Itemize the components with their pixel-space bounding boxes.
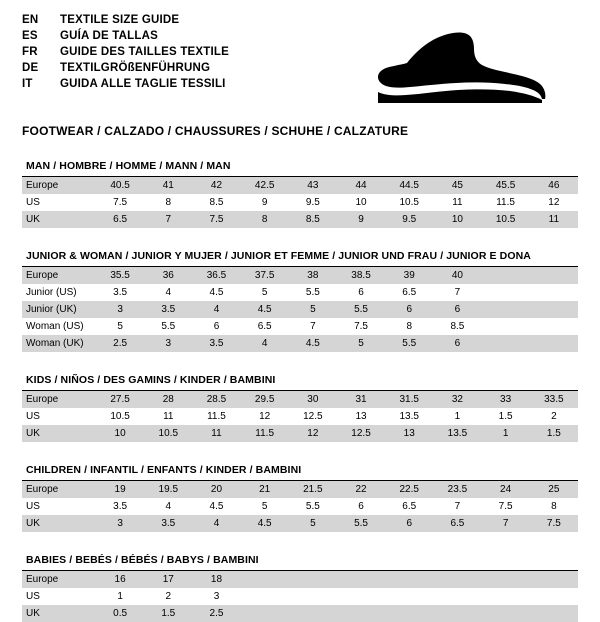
language-title: TEXTILE SIZE GUIDE (60, 14, 180, 26)
cell (337, 588, 385, 605)
cell: 4 (192, 515, 240, 532)
cell: 1 (96, 588, 144, 605)
cell: 40.5 (96, 177, 144, 194)
size-table-junior-woman (22, 267, 578, 352)
section-title: KIDS / NIÑOS / DES GAMINS / KINDER / BAMBINI (22, 374, 578, 391)
cell: 29.5 (241, 391, 289, 408)
table-row (22, 515, 578, 532)
cell: 3.5 (144, 301, 192, 318)
cell (433, 571, 481, 588)
cell (289, 588, 337, 605)
cell: 3.5 (192, 335, 240, 352)
row-label: US (22, 408, 96, 425)
dress-shoe-icon (360, 30, 550, 108)
cell: 5.5 (289, 498, 337, 515)
table-row (22, 391, 578, 408)
cell: 6 (337, 284, 385, 301)
table-row (22, 335, 578, 352)
cell: 10 (96, 425, 144, 442)
cell: 7 (482, 515, 530, 532)
cell: 46 (530, 177, 578, 194)
table-row (22, 425, 578, 442)
cell: 10 (337, 194, 385, 211)
cell (241, 605, 289, 622)
table-row (22, 498, 578, 515)
cell (482, 301, 530, 318)
cell: 25 (530, 481, 578, 498)
size-table-children (22, 481, 578, 532)
cell: 0.5 (96, 605, 144, 622)
language-code: IT (22, 78, 33, 90)
document-header (22, 14, 578, 118)
cell: 11.5 (241, 425, 289, 442)
cell: 8.5 (192, 194, 240, 211)
cell: 16 (96, 571, 144, 588)
cell: 18 (192, 571, 240, 588)
cell: 11.5 (482, 194, 530, 211)
cell: 2.5 (96, 335, 144, 352)
cell: 13 (337, 408, 385, 425)
cell: 7.5 (192, 211, 240, 228)
table-row (22, 301, 578, 318)
cell (385, 571, 433, 588)
cell: 5 (241, 498, 289, 515)
table-row (22, 571, 578, 588)
cell: 23.5 (433, 481, 481, 498)
cell: 11 (144, 408, 192, 425)
cell: 6 (433, 335, 481, 352)
row-label: UK (22, 211, 96, 228)
cell: 32 (433, 391, 481, 408)
cell: 3 (192, 588, 240, 605)
cell: 3 (96, 515, 144, 532)
section-title: MAN / HOMBRE / HOMME / MANN / MAN (22, 160, 578, 177)
cell: 6 (192, 318, 240, 335)
cell: 33 (482, 391, 530, 408)
cell: 43 (289, 177, 337, 194)
cell: 7.5 (337, 318, 385, 335)
cell: 3 (96, 301, 144, 318)
cell: 7 (433, 498, 481, 515)
cell: 7 (144, 211, 192, 228)
cell (337, 605, 385, 622)
cell: 5 (96, 318, 144, 335)
row-label: Europe (22, 267, 96, 284)
cell (433, 588, 481, 605)
table-row (22, 605, 578, 622)
cell (482, 318, 530, 335)
cell: 9 (337, 211, 385, 228)
cell: 5 (289, 515, 337, 532)
size-table-kids (22, 391, 578, 442)
cell (337, 571, 385, 588)
cell: 1 (433, 408, 481, 425)
cell: 4.5 (241, 301, 289, 318)
footwear-category-title: FOOTWEAR / CALZADO / CHAUSSURES / SCHUHE / CALZATURE (22, 124, 409, 138)
table-row (22, 267, 578, 284)
cell: 12.5 (289, 408, 337, 425)
row-label: Europe (22, 391, 96, 408)
cell: 28.5 (192, 391, 240, 408)
size-table-babies (22, 571, 578, 622)
cell (482, 588, 530, 605)
cell: 22.5 (385, 481, 433, 498)
cell (530, 335, 578, 352)
cell: 40 (433, 267, 481, 284)
cell (530, 605, 578, 622)
cell: 22 (337, 481, 385, 498)
cell: 21.5 (289, 481, 337, 498)
cell: 27.5 (96, 391, 144, 408)
cell: 42 (192, 177, 240, 194)
cell (482, 284, 530, 301)
cell: 38.5 (337, 267, 385, 284)
cell (482, 605, 530, 622)
cell: 4 (144, 498, 192, 515)
row-label: US (22, 498, 96, 515)
language-title: TEXTILGRÖßENFÜHRUNG (60, 62, 211, 74)
cell: 38 (289, 267, 337, 284)
language-title-list (22, 14, 229, 94)
cell: 4 (144, 284, 192, 301)
language-code: ES (22, 30, 38, 42)
language-row (22, 62, 229, 78)
cell: 24 (482, 481, 530, 498)
cell: 3.5 (96, 284, 144, 301)
cell: 9.5 (289, 194, 337, 211)
cell: 8 (144, 194, 192, 211)
cell: 10.5 (385, 194, 433, 211)
cell: 1.5 (144, 605, 192, 622)
cell: 8.5 (289, 211, 337, 228)
cell: 45.5 (482, 177, 530, 194)
cell: 13.5 (433, 425, 481, 442)
cell: 10 (433, 211, 481, 228)
row-label: US (22, 194, 96, 211)
cell: 11.5 (192, 408, 240, 425)
cell: 3.5 (144, 515, 192, 532)
cell: 1.5 (530, 425, 578, 442)
row-label: UK (22, 425, 96, 442)
table-row (22, 481, 578, 498)
section-children (22, 464, 578, 532)
cell: 21 (241, 481, 289, 498)
cell: 5.5 (337, 515, 385, 532)
cell: 35.5 (96, 267, 144, 284)
row-label: US (22, 588, 96, 605)
section-man (22, 160, 578, 228)
cell: 4.5 (192, 498, 240, 515)
cell: 7.5 (96, 194, 144, 211)
table-row (22, 177, 578, 194)
row-label: Junior (UK) (22, 301, 96, 318)
row-label: UK (22, 605, 96, 622)
section-babies (22, 554, 578, 622)
cell: 9.5 (385, 211, 433, 228)
cell (530, 301, 578, 318)
cell: 6.5 (385, 498, 433, 515)
cell: 41 (144, 177, 192, 194)
language-title: GUIDA ALLE TAGLIE TESSILI (60, 78, 226, 90)
table-row (22, 588, 578, 605)
cell: 28 (144, 391, 192, 408)
cell: 8 (530, 498, 578, 515)
section-title: BABIES / BEBÉS / BÉBÉS / BABYS / BAMBINI (22, 554, 578, 571)
cell: 10.5 (482, 211, 530, 228)
cell: 11 (433, 194, 481, 211)
language-row (22, 46, 229, 62)
row-label: Woman (US) (22, 318, 96, 335)
cell: 7 (289, 318, 337, 335)
cell: 6 (385, 301, 433, 318)
cell: 4 (241, 335, 289, 352)
cell (530, 284, 578, 301)
cell: 4.5 (192, 284, 240, 301)
cell: 5 (289, 301, 337, 318)
cell: 6 (337, 498, 385, 515)
row-label: Woman (UK) (22, 335, 96, 352)
cell: 11 (192, 425, 240, 442)
language-code: EN (22, 14, 39, 26)
cell (530, 571, 578, 588)
table-row (22, 318, 578, 335)
cell: 6.5 (433, 515, 481, 532)
cell: 5.5 (289, 284, 337, 301)
cell: 44.5 (385, 177, 433, 194)
cell: 6 (433, 301, 481, 318)
section-kids (22, 374, 578, 442)
cell: 8 (385, 318, 433, 335)
row-label: Europe (22, 571, 96, 588)
cell: 19 (96, 481, 144, 498)
section-title: CHILDREN / INFANTIL / ENFANTS / KINDER / BAMBINI (22, 464, 578, 481)
cell: 5.5 (144, 318, 192, 335)
cell: 36.5 (192, 267, 240, 284)
cell: 13.5 (385, 408, 433, 425)
language-row (22, 30, 229, 46)
cell: 44 (337, 177, 385, 194)
size-table-man (22, 177, 578, 228)
cell: 33.5 (530, 391, 578, 408)
cell: 19.5 (144, 481, 192, 498)
cell (530, 588, 578, 605)
cell: 17 (144, 571, 192, 588)
cell: 13 (385, 425, 433, 442)
cell (289, 571, 337, 588)
cell: 5 (337, 335, 385, 352)
cell: 6.5 (385, 284, 433, 301)
cell: 12 (289, 425, 337, 442)
cell (385, 588, 433, 605)
cell: 31.5 (385, 391, 433, 408)
cell: 5.5 (337, 301, 385, 318)
cell: 8.5 (433, 318, 481, 335)
language-row (22, 78, 229, 94)
cell: 7.5 (482, 498, 530, 515)
row-label: Europe (22, 177, 96, 194)
cell (530, 267, 578, 284)
cell: 12 (241, 408, 289, 425)
language-row (22, 14, 229, 30)
language-code: DE (22, 62, 39, 74)
cell (385, 605, 433, 622)
language-title: GUÍA DE TALLAS (60, 30, 158, 42)
row-label: Europe (22, 481, 96, 498)
cell (289, 605, 337, 622)
cell: 39 (385, 267, 433, 284)
cell: 5 (241, 284, 289, 301)
cell (482, 267, 530, 284)
cell (530, 318, 578, 335)
cell: 8 (241, 211, 289, 228)
language-code: FR (22, 46, 38, 58)
section-junior-woman (22, 250, 578, 352)
table-row (22, 284, 578, 301)
cell: 4.5 (241, 515, 289, 532)
cell: 10.5 (96, 408, 144, 425)
table-row (22, 408, 578, 425)
cell: 3.5 (96, 498, 144, 515)
cell: 2.5 (192, 605, 240, 622)
table-row (22, 211, 578, 228)
cell: 6.5 (96, 211, 144, 228)
cell: 3 (144, 335, 192, 352)
table-row (22, 194, 578, 211)
cell (482, 335, 530, 352)
language-title-list-body (22, 14, 229, 94)
cell: 10.5 (144, 425, 192, 442)
cell (241, 571, 289, 588)
cell: 11 (530, 211, 578, 228)
cell (433, 605, 481, 622)
cell: 9 (241, 194, 289, 211)
cell: 20 (192, 481, 240, 498)
cell: 36 (144, 267, 192, 284)
cell: 4 (192, 301, 240, 318)
cell: 31 (337, 391, 385, 408)
cell: 5.5 (385, 335, 433, 352)
cell: 12 (530, 194, 578, 211)
cell: 6.5 (241, 318, 289, 335)
row-label: Junior (US) (22, 284, 96, 301)
cell: 7.5 (530, 515, 578, 532)
cell: 42.5 (241, 177, 289, 194)
cell: 1 (482, 425, 530, 442)
cell (241, 588, 289, 605)
cell (482, 571, 530, 588)
row-label: UK (22, 515, 96, 532)
cell: 1.5 (482, 408, 530, 425)
cell: 12.5 (337, 425, 385, 442)
cell: 7 (433, 284, 481, 301)
cell: 2 (144, 588, 192, 605)
cell: 30 (289, 391, 337, 408)
cell: 4.5 (289, 335, 337, 352)
cell: 2 (530, 408, 578, 425)
section-title: JUNIOR & WOMAN / JUNIOR Y MUJER / JUNIOR ET FEMME / JUNIOR UND FRAU / JUNIOR E DONA (22, 250, 578, 267)
cell: 37.5 (241, 267, 289, 284)
cell: 6 (385, 515, 433, 532)
cell: 45 (433, 177, 481, 194)
language-title: GUIDE DES TAILLES TEXTILE (60, 46, 229, 58)
